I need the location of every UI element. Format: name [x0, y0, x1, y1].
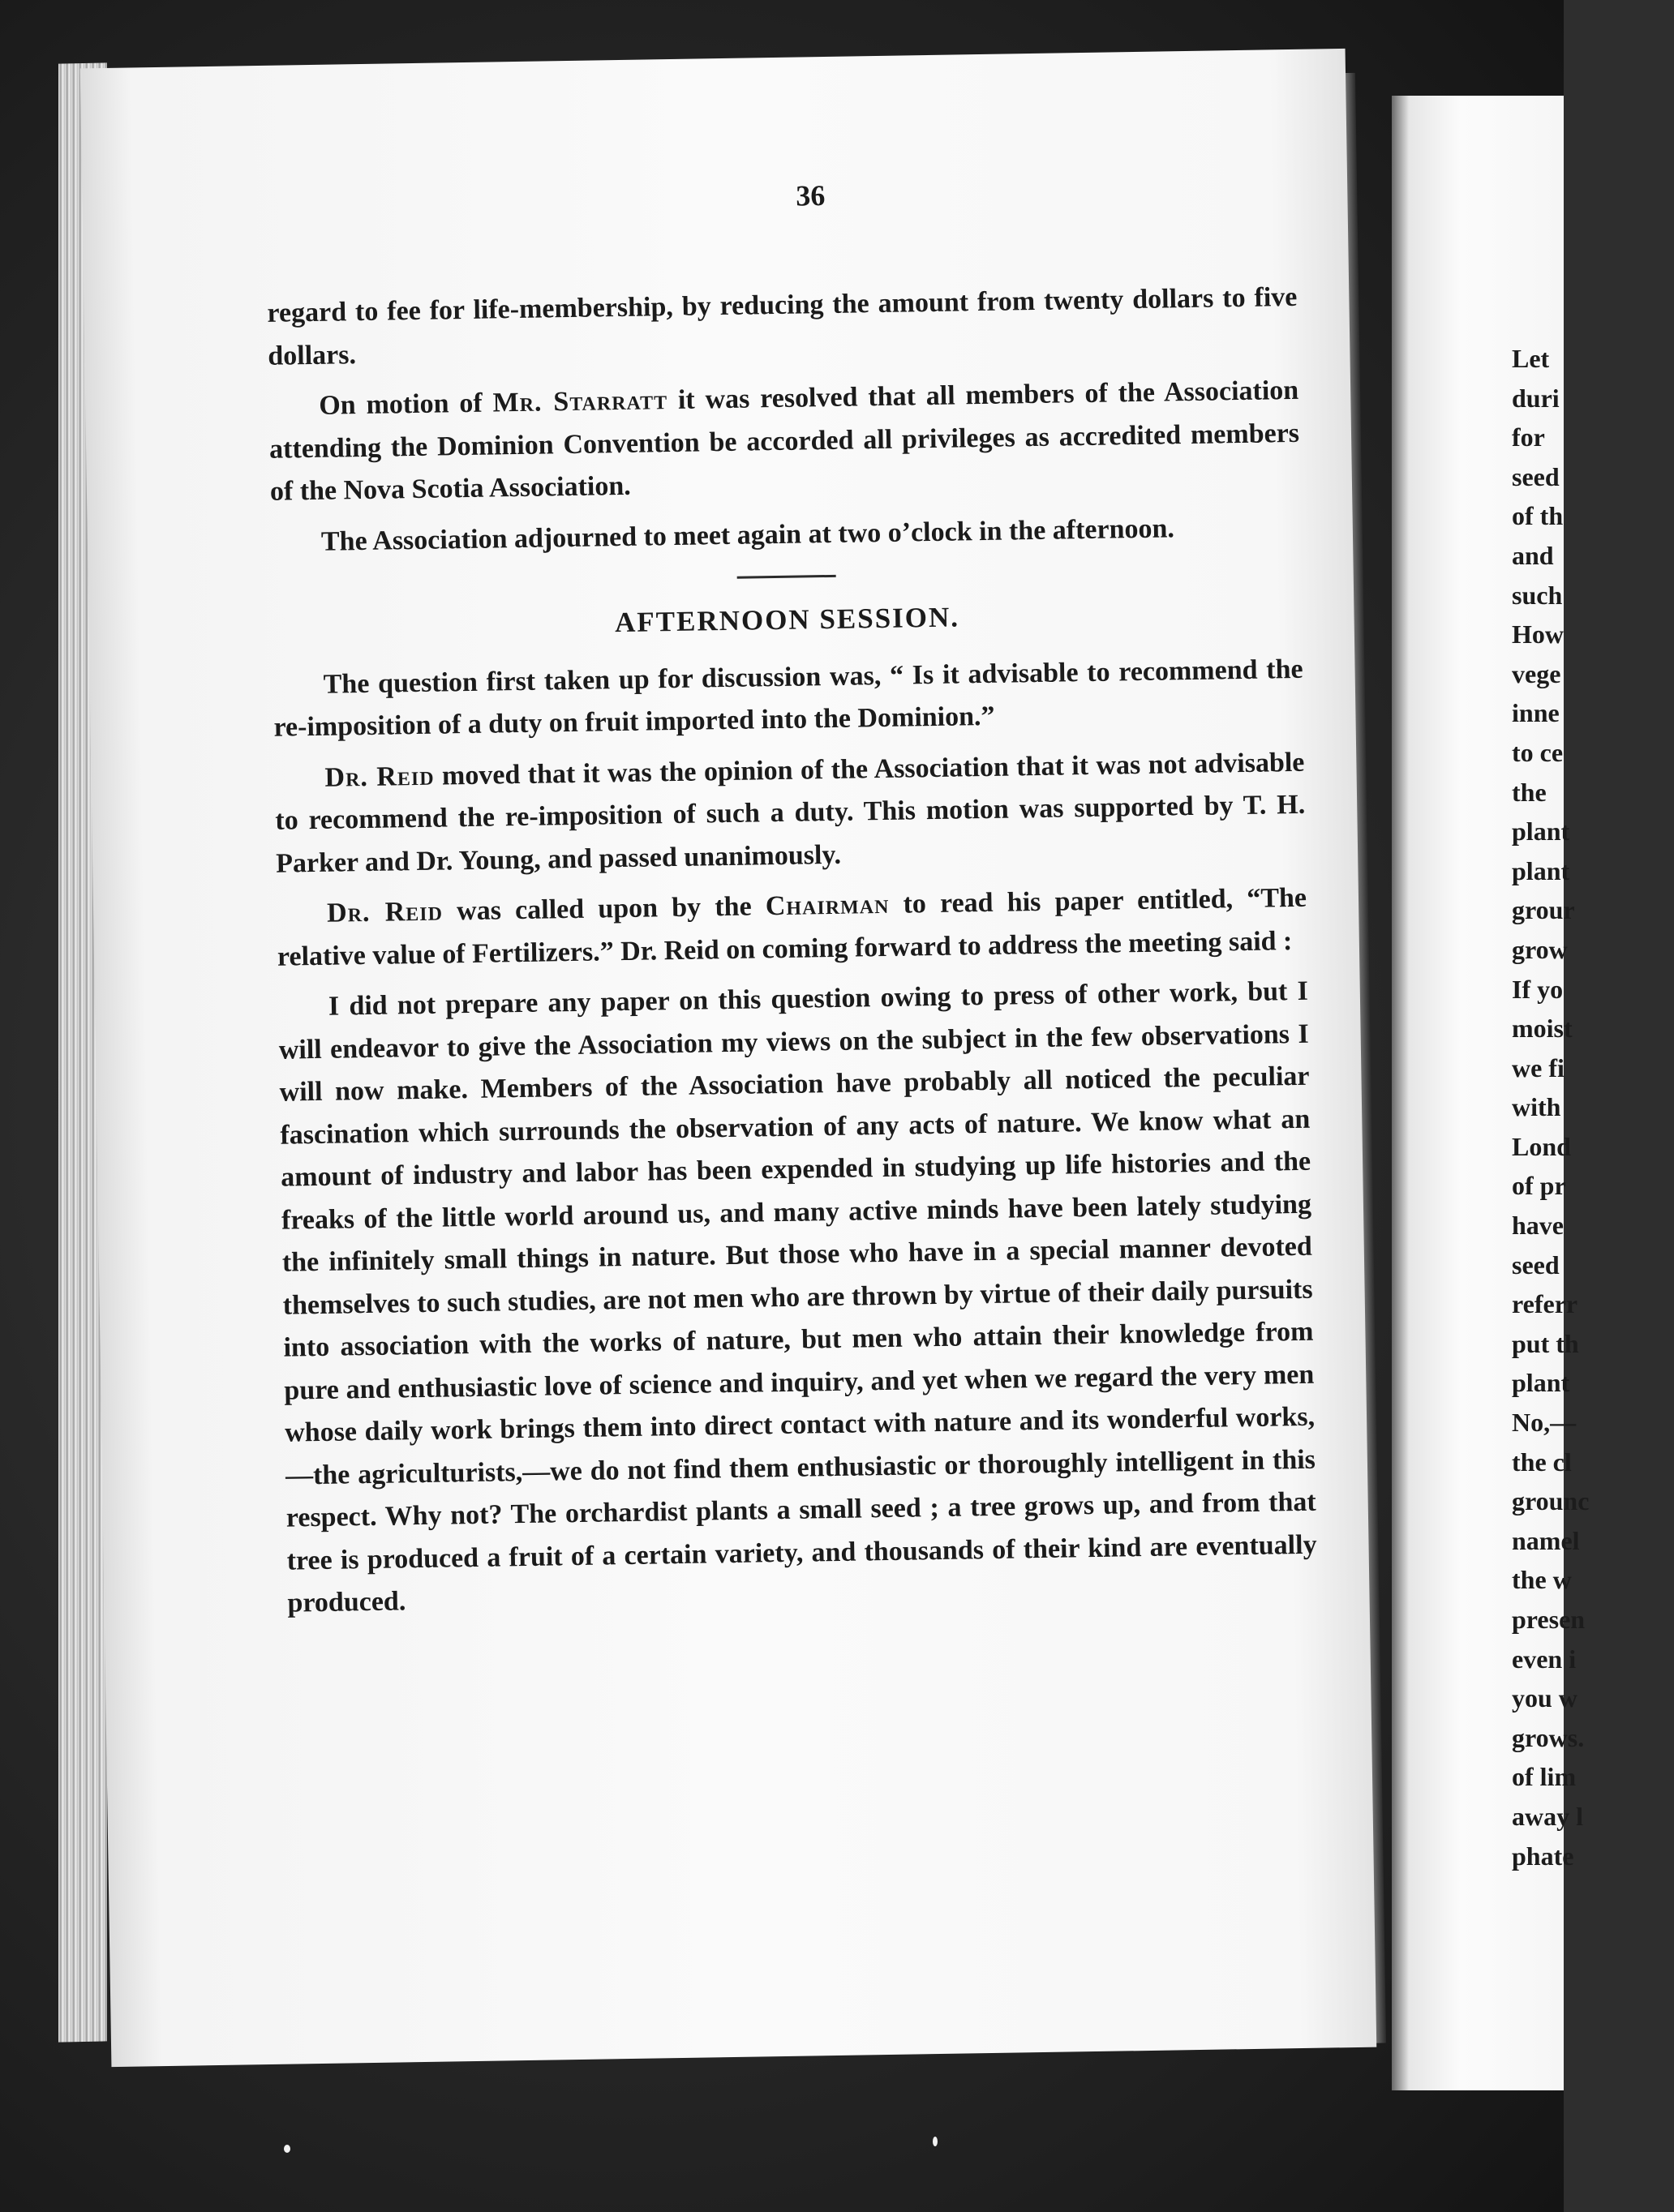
- facing-page-line: the cl: [1512, 1447, 1572, 1477]
- facing-page-line: plant: [1512, 817, 1570, 847]
- facing-page-line: to ce: [1512, 737, 1564, 767]
- facing-page-line: How: [1512, 619, 1564, 649]
- facing-page-line: grour: [1512, 895, 1575, 925]
- facing-page-line: seed: [1512, 461, 1560, 491]
- facing-page-line: of th: [1512, 501, 1564, 531]
- facing-page-line: put th: [1512, 1328, 1579, 1358]
- facing-page-line: plant: [1512, 1368, 1570, 1398]
- paragraph-adjourned: The Association adjourned to meet again at two o’clock in the afternoon.: [320, 512, 1175, 557]
- facing-page-line: seed: [1512, 1250, 1560, 1280]
- paragraph-life-membership: regard to fee for life-membership, by reducing the amount from twenty dollars to five dollars.: [267, 281, 1298, 371]
- facing-page-line: we fi: [1512, 1052, 1565, 1082]
- facing-page-line: the w: [1512, 1565, 1572, 1595]
- facing-page-line: such: [1512, 580, 1563, 610]
- facing-page-line: phate: [1512, 1841, 1574, 1871]
- facing-page-line: referr: [1512, 1289, 1578, 1319]
- facing-page-line: you w: [1512, 1683, 1577, 1713]
- facing-page-line: have: [1512, 1211, 1564, 1241]
- facing-page-line: and: [1512, 540, 1554, 570]
- facing-page-line: grow: [1512, 934, 1568, 964]
- speaker-name: Dr. Reid: [324, 761, 435, 793]
- facing-page-text: [1512, 339, 1674, 1875]
- chairman-name: Chairman: [765, 889, 890, 922]
- facing-page-line: with: [1512, 1092, 1561, 1122]
- facing-page-line: the: [1512, 777, 1547, 807]
- facing-page-line: away l: [1512, 1801, 1583, 1831]
- facing-page-line: grounc: [1512, 1486, 1590, 1516]
- paragraph-reid-speech: I did not prepare any paper on this question owing to press of other work, but I will endeavor to give the Association my views on the subject in the few observations I will now make. Members of the Association have probably all noticed the peculiar fascination which surrounds the observation of any acts of nature. We know what an amount of industry and labor has been expended in studying up life histories and the freaks of the little world around us, and many active minds have been lately studying the infinitely small things in nature. But those who have in a special manner devoted themselves to such studies, are not men who are thrown by virtue of their daily pursuits into association with the works of nature, but men who attain their knowledge from pure and enthusiastic love of science and inquiry, and yet when we regard the very men whose daily work brings them into direct contact with nature and its wonderful works, —the agriculturists,—we do not find them enthusiastic or thoroughly intelligent in this respect. Why not? The orchardist plants a small seed ; a tree grows up, and from that tree is produced a fruit of a certain variety, and thousands of their kind are eventually produced.: [278, 975, 1317, 1618]
- facing-page-line: If yo: [1512, 974, 1564, 1004]
- facing-page-line: even i: [1512, 1644, 1577, 1674]
- book-page: [80, 49, 1377, 2067]
- page-body: [267, 276, 1318, 1633]
- facing-page-line: inne: [1512, 698, 1560, 728]
- speaker-name: Mr. Starratt: [492, 385, 668, 418]
- facing-page-line: vege: [1512, 658, 1561, 688]
- facing-page-line: for: [1512, 422, 1545, 452]
- paragraph-reid-motion: Dr. Reid moved that it was the opinion of the Association that it was not advisable to recommend the re-imposition of such a duty. This motion was supported by T. H. Parker and Dr. Young, and passed unanimously.: [275, 747, 1306, 879]
- facing-page-line: namel: [1512, 1525, 1580, 1555]
- facing-page-line: grows.: [1512, 1722, 1585, 1752]
- paragraph-question: The question first taken up for discussion was, “ Is it advisable to recommend the re-imposition of a duty on fruit imported into the Dominion.”: [273, 654, 1303, 743]
- paragraph-reid-called: Dr. Reid was called upon by the Chairman to read his paper entitled, “The relative value of Fertilizers.” Dr. Reid on coming forward to address the meeting said :: [277, 882, 1307, 972]
- facing-page-line: duri: [1512, 383, 1560, 413]
- section-divider: [737, 575, 836, 579]
- facing-page-line: of pr: [1512, 1171, 1566, 1201]
- scan-speck: [933, 2137, 938, 2146]
- facing-page-line: No,—: [1512, 1408, 1577, 1438]
- scan-speck: [284, 2145, 290, 2153]
- facing-page-line: Lond: [1512, 1131, 1571, 1161]
- facing-page-line: of lim: [1512, 1762, 1577, 1792]
- facing-page-line: Let: [1512, 344, 1550, 373]
- speaker-name: Dr. Reid: [326, 896, 444, 928]
- facing-page-line: presen: [1512, 1605, 1586, 1634]
- paragraph-starratt-motion: On motion of Mr. Starratt it was resolved that all members of the Association attending the Dominion Convention be accorded all privileges as accredited members of the Nova Scotia Association.: [268, 375, 1300, 507]
- facing-page-line: moist: [1512, 1014, 1573, 1044]
- page-number: 36: [796, 178, 826, 212]
- section-heading: AFTERNOON SESSION.: [614, 601, 960, 639]
- facing-page-line: plant: [1512, 855, 1570, 885]
- facing-page: [1392, 96, 1590, 2090]
